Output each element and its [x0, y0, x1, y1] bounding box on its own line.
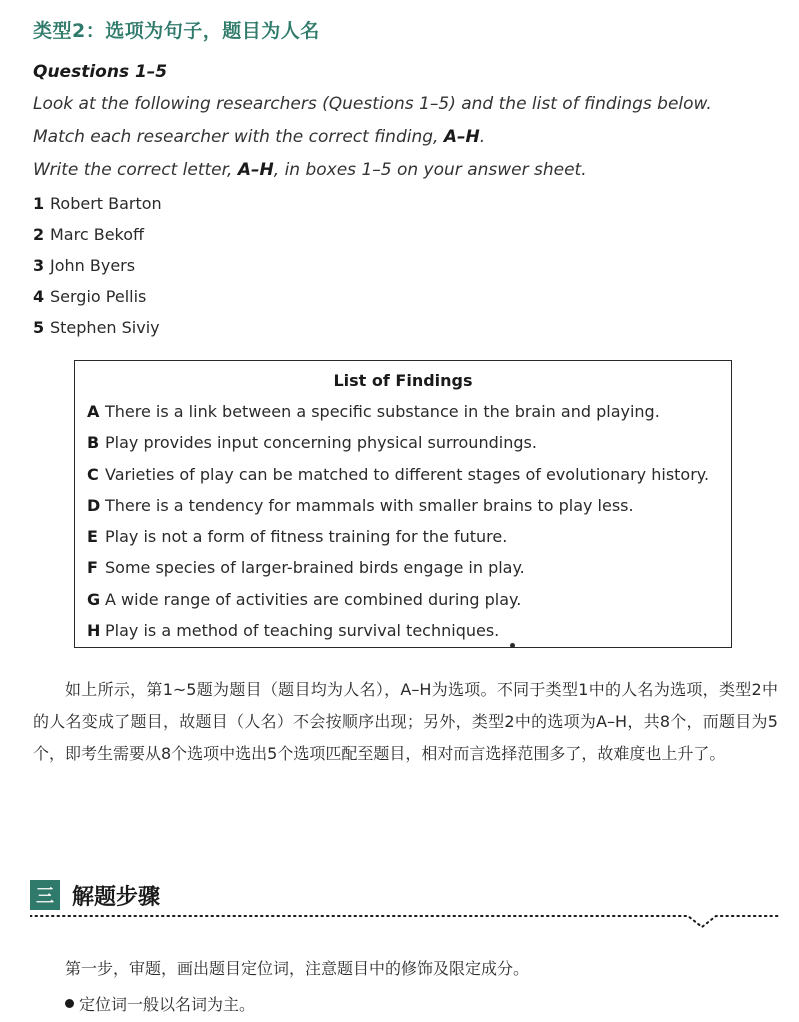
instruction-line-1: Look at the following researchers (Questions 1–5) and the list of findings below. [33, 94, 712, 114]
finding-text: Play is a method of teaching survival techniques. [105, 621, 500, 640]
explanation-paragraph: 如上所示，第1~5题为题目（题目均为人名），A–H为选项。不同于类型1中的人名为选项，类型2中的人名变成了题目，故题目（人名）不会按顺序出现；另外，类型2中的选项为A–H，共8个，而题目为5个，即考生需要从8个选项中选出5个选项匹配至题目，相对而言选择范围多了，故难度也上升了。 [33, 680, 778, 763]
step-one-text: 第一步，审题，画出题目定位词，注意题目中的修饰及限定成分。 [65, 959, 530, 978]
researcher-item [33, 287, 146, 306]
bullet-icon [65, 999, 74, 1008]
finding-item [87, 621, 499, 640]
researcher-item [33, 256, 135, 275]
researcher-name: Robert Barton [50, 194, 162, 213]
researcher-number: 2 [33, 225, 45, 244]
researcher-item [33, 318, 160, 337]
bullet-text: 定位词一般以名词为主。 [79, 995, 256, 1014]
finding-letter: H [87, 621, 101, 640]
finding-item [87, 558, 525, 577]
finding-text: Some species of larger-brained birds engage in play. [105, 558, 525, 577]
finding-text: There is a link between a specific substance in the brain and playing. [105, 402, 660, 421]
finding-item [87, 465, 709, 484]
researcher-item [33, 194, 162, 213]
researcher-number: 3 [33, 256, 45, 275]
section-number-badge: 三 [30, 880, 60, 910]
instruction-line-3: Write the correct letter, A–H, in boxes 1–5 on your answer sheet. [33, 160, 587, 180]
researcher-name: Sergio Pellis [50, 287, 147, 306]
researcher-item [33, 225, 144, 244]
finding-text: There is a tendency for mammals with smaller brains to play less. [105, 496, 634, 515]
researcher-number: 5 [33, 318, 45, 337]
researcher-name: Marc Bekoff [50, 225, 145, 244]
finding-item [87, 402, 660, 421]
finding-text: A wide range of activities are combined during play. [105, 590, 522, 609]
finding-letter: F [87, 558, 98, 577]
questions-title: Questions 1–5 [33, 62, 168, 82]
finding-letter: B [87, 433, 100, 452]
researcher-name: Stephen Siviy [50, 318, 160, 337]
section-title: 解题步骤 [72, 884, 161, 910]
instruction-line-2: Match each researcher with the correct finding, A–H. [33, 127, 486, 147]
researcher-name: John Byers [50, 256, 136, 275]
box-dot-mark [510, 643, 515, 648]
finding-item [87, 496, 634, 515]
finding-letter: D [87, 496, 101, 515]
finding-text: Play is not a form of fitness training for the future. [105, 527, 508, 546]
findings-title: List of Findings [333, 371, 473, 390]
type-heading: 类型2：选项为句子，题目为人名 [33, 20, 320, 42]
finding-item [87, 433, 537, 452]
finding-text: Play provides input concerning physical surroundings. [105, 433, 537, 452]
finding-letter: E [87, 527, 98, 546]
bullet-item [65, 992, 255, 1015]
finding-item [87, 527, 507, 546]
findings-box [74, 360, 732, 648]
researcher-number: 1 [33, 194, 45, 213]
finding-letter: A [87, 402, 100, 421]
section-heading [30, 880, 160, 910]
dotted-divider [30, 914, 780, 934]
researcher-number: 4 [33, 287, 45, 306]
finding-text: Varieties of play can be matched to different stages of evolutionary history. [105, 465, 710, 484]
finding-item [87, 590, 521, 609]
finding-letter: C [87, 465, 99, 484]
finding-letter: G [87, 590, 101, 609]
